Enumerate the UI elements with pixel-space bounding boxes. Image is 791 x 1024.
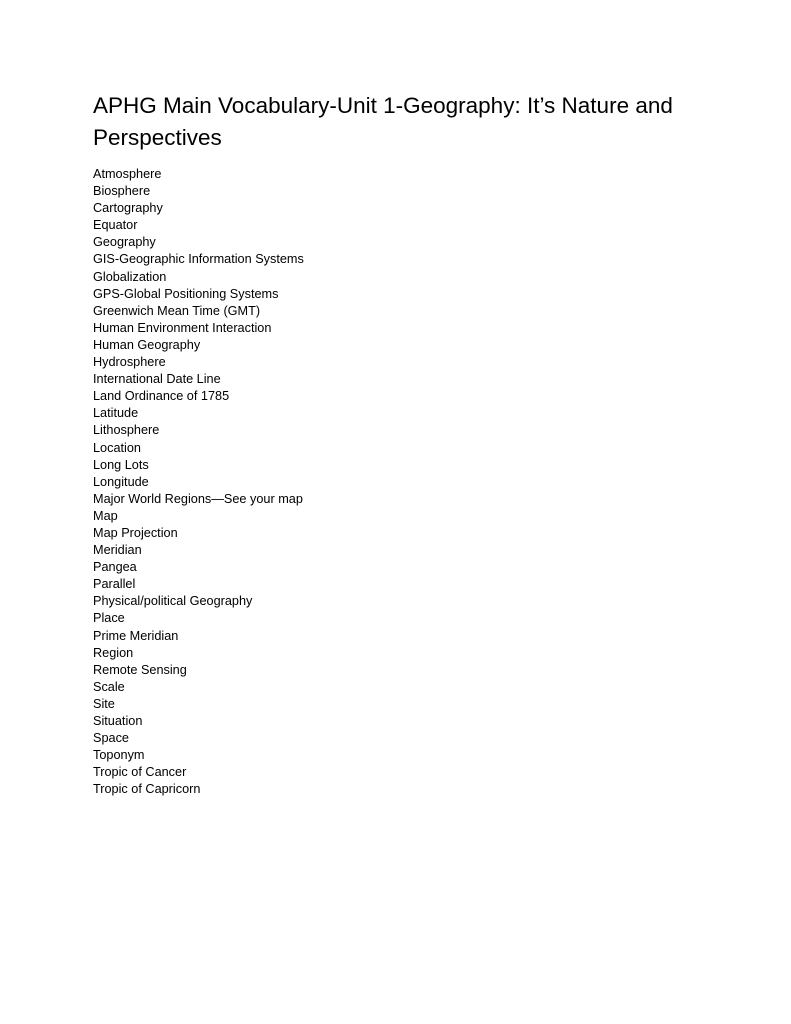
vocabulary-term: Site (93, 696, 115, 711)
vocabulary-term: Situation (93, 714, 143, 728)
vocabulary-term: Globalization (93, 269, 167, 284)
vocabulary-term: Lithosphere (93, 423, 160, 438)
vocabulary-term: Atmosphere (93, 167, 162, 181)
vocabulary-term: Hydrosphere (93, 355, 166, 370)
vocabulary-term: Pangea (93, 560, 137, 575)
vocabulary-term: Human Environment Interaction (93, 320, 272, 335)
vocabulary-term: GIS-Geographic Information Systems (93, 252, 304, 267)
vocabulary-term: Location (93, 440, 141, 455)
vocabulary-list (93, 166, 304, 798)
vocabulary-term: Scale (93, 679, 125, 694)
vocabulary-term: GPS-Global Positioning Systems (93, 286, 279, 301)
vocabulary-term: Physical/political Geography (93, 594, 253, 609)
vocabulary-term: Human Geography (93, 337, 201, 352)
vocabulary-term: Meridian (93, 543, 142, 558)
vocabulary-term: Longitude (93, 474, 149, 489)
vocabulary-term: Cartography (93, 201, 163, 216)
vocabulary-term: Biosphere (93, 184, 151, 199)
vocabulary-term: Map Projection (93, 525, 178, 540)
vocabulary-term: Toponym (93, 748, 145, 763)
vocabulary-term: Long Lots (93, 457, 149, 472)
vocabulary-term: Place (93, 611, 125, 626)
vocabulary-term: Geography (93, 235, 156, 250)
vocabulary-term: Prime Meridian (93, 628, 179, 643)
vocabulary-term: Latitude (93, 406, 139, 421)
document-title: APHG Main Vocabulary-Unit 1-Geography: It’s Nature and Perspectives (93, 93, 673, 150)
vocabulary-term: Equator (93, 218, 138, 233)
vocabulary-term: Region (93, 645, 134, 660)
vocabulary-term: Parallel (93, 577, 136, 592)
vocabulary-term: International Date Line (93, 372, 221, 387)
vocabulary-term: Space (93, 731, 129, 746)
vocabulary-term: Map (93, 508, 118, 523)
vocabulary-term: Land Ordinance of 1785 (93, 389, 230, 404)
vocabulary-term: Greenwich Mean Time (GMT) (93, 303, 261, 318)
vocabulary-term: Tropic of Cancer (93, 765, 187, 780)
vocabulary-term: Major World Regions—See your map (93, 491, 303, 506)
vocabulary-term: Remote Sensing (93, 662, 187, 677)
vocabulary-term: Tropic of Capricorn (93, 782, 201, 797)
